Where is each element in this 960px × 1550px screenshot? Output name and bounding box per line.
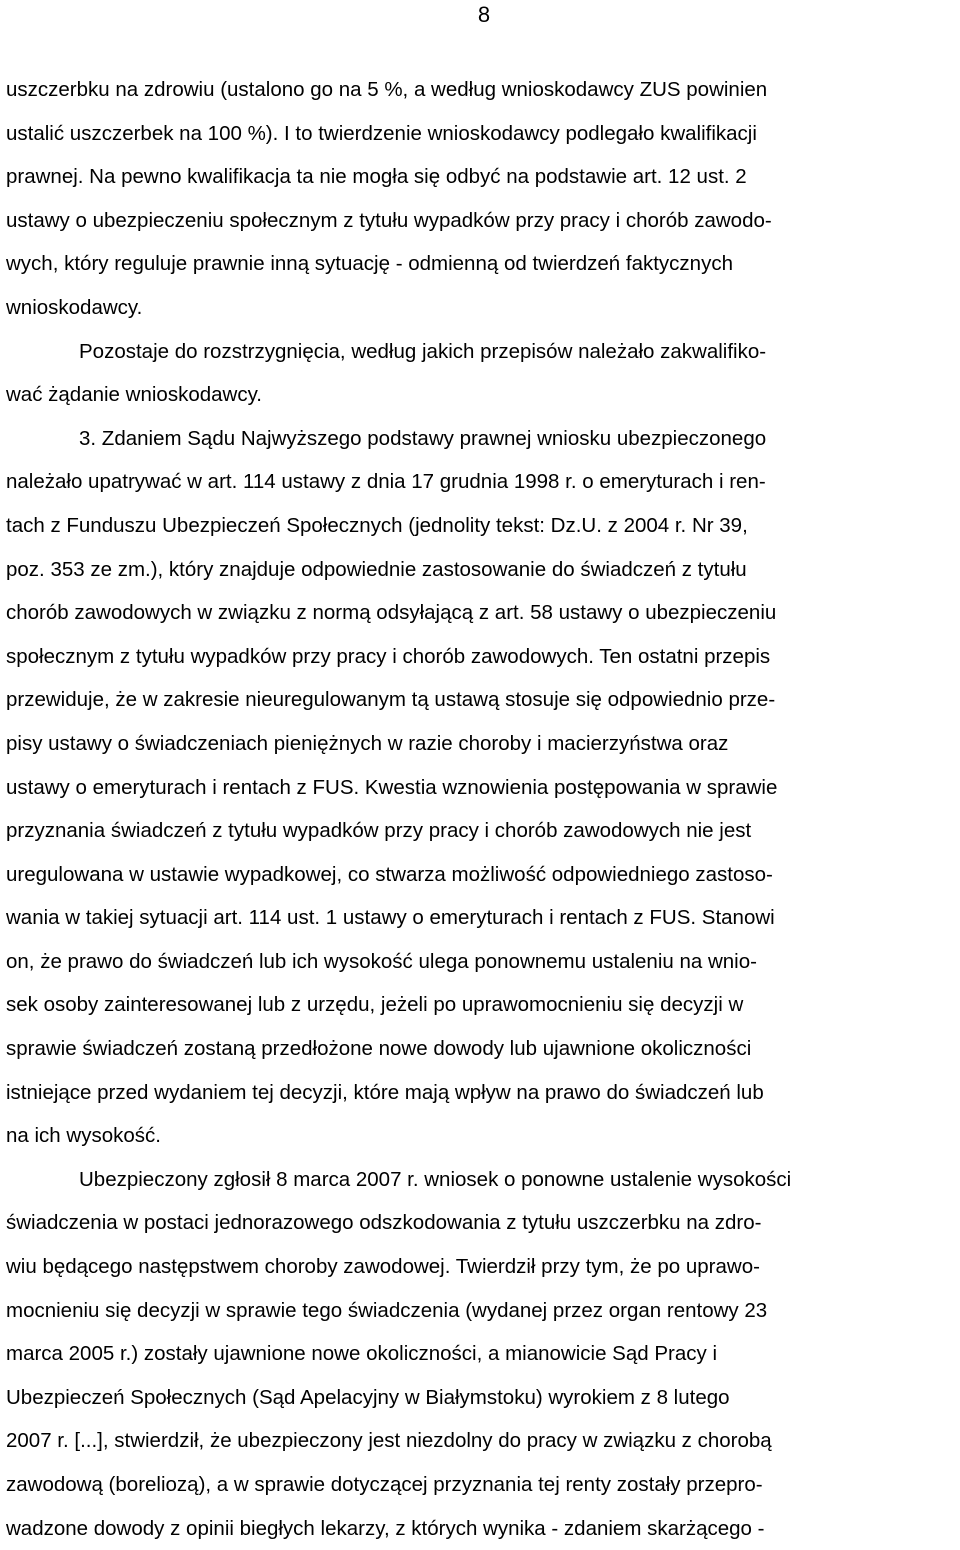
text-line: wania w takiej sytuacji art. 114 ust. 1 ustawy o emeryturach i rentach z FUS. Stanowi: [6, 906, 775, 930]
text-line: sek osoby zainteresowanej lub z urzędu, jeżeli po uprawomocnieniu się decyzji w: [6, 993, 744, 1017]
text-line: 2007 r. [...], stwierdził, że ubezpieczony jest niezdolny do pracy w związku z chorobą: [6, 1429, 772, 1453]
text-line: mocnieniu się decyzji w sprawie tego świadczenia (wydanej przez organ rentowy 23: [6, 1298, 768, 1322]
page-number: 8: [477, 2, 491, 27]
text-line: uregulowana w ustawie wypadkowej, co stwarza możliwość odpowiedniego zastoso-: [6, 862, 773, 886]
text-line: przewiduje, że w zakresie nieuregulowanym tą ustawą stosuje się odpowiednio prze-: [6, 688, 776, 712]
text-line: wych, który reguluje prawnie inną sytuację - odmienną od twierdzeń faktycznych: [6, 252, 733, 276]
document-body: [6, 68, 956, 1550]
text-line: istniejące przed wydaniem tej decyzji, które mają wpływ na prawo do świadczeń lub: [6, 1080, 764, 1104]
text-line: na ich wysokość.: [6, 1124, 161, 1148]
text-line: społecznym z tytułu wypadków przy pracy i chorób zawodowych. Ten ostatni przepis: [6, 644, 771, 668]
text-line: chorób zawodowych w związku z normą odsyłającą z art. 58 ustawy o ubezpieczeniu: [6, 601, 777, 625]
text-line: należało upatrywać w art. 114 ustawy z dnia 17 grudnia 1998 r. o emeryturach i ren-: [6, 470, 766, 494]
text-line: uszczerbku na zdrowiu (ustalono go na 5 %, a według wnioskodawcy ZUS powinien: [6, 78, 768, 101]
text-line: wiu będącego następstwem choroby zawodowej. Twierdził przy tym, że po uprawo-: [6, 1255, 760, 1279]
text-line: ustawy o emeryturach i rentach z FUS. Kwestia wznowienia postępowania w sprawie: [6, 775, 778, 799]
text-line: pisy ustawy o świadczeniach pieniężnych w razie choroby i macierzyństwa oraz: [6, 731, 729, 755]
text-line: Ubezpieczeń Społecznych (Sąd Apelacyjny w Białymstoku) wyrokiem z 8 lutego: [6, 1385, 730, 1409]
text-line: wać żądanie wnioskodawcy.: [6, 383, 262, 407]
text-line: tach z Funduszu Ubezpieczeń Społecznych (jednolity tekst: Dz.U. z 2004 r. Nr 39,: [6, 513, 748, 537]
text-line: zawodową (boreliozą), a w sprawie dotyczącej przyznania tej renty zostały przepro-: [6, 1473, 763, 1496]
text-line: świadczenia w postaci jednorazowego odszkodowania z tytułu uszczerbku na zdro-: [6, 1211, 762, 1235]
text-line: ustawy o ubezpieczeniu społecznym z tytułu wypadków przy pracy i chorób zawodo-: [6, 208, 772, 232]
text-line: ustalić uszczerbek na 100 %). I to twierdzenie wnioskodawcy podlegało kwalifikacji: [6, 121, 757, 145]
text-line: sprawie świadczeń zostaną przedłożone nowe dowody lub ujawnione okoliczności: [6, 1037, 752, 1061]
text-line: Ubezpieczony zgłosił 8 marca 2007 r. wniosek o ponowne ustalenie wysokości: [79, 1167, 792, 1191]
text-line: prawnej. Na pewno kwalifikacja ta nie mogła się odbyć na podstawie art. 12 ust. 2: [6, 165, 747, 189]
text-line: on, że prawo do świadczeń lub ich wysokość ulega ponownemu ustaleniu na wnio-: [6, 949, 757, 973]
text-line: 3. Zdaniem Sądu Najwyższego podstawy prawnej wniosku ubezpieczonego: [79, 426, 767, 450]
text-line: wnioskodawcy.: [6, 295, 143, 319]
text-line: poz. 353 ze zm.), który znajduje odpowiednie zastosowanie do świadczeń z tytułu: [6, 557, 747, 581]
text-line: przyznania świadczeń z tytułu wypadków przy pracy i chorób zawodowych nie jest: [6, 819, 752, 843]
text-line: marca 2005 r.) zostały ujawnione nowe okoliczności, a mianowicie Sąd Pracy i: [6, 1342, 718, 1366]
text-line: wadzone dowody z opinii biegłych lekarzy, z których wynika - zdaniem skarżącego -: [6, 1516, 765, 1540]
text-line: Pozostaje do rozstrzygnięcia, według jakich przepisów należało zakwalifiko-: [79, 339, 767, 363]
